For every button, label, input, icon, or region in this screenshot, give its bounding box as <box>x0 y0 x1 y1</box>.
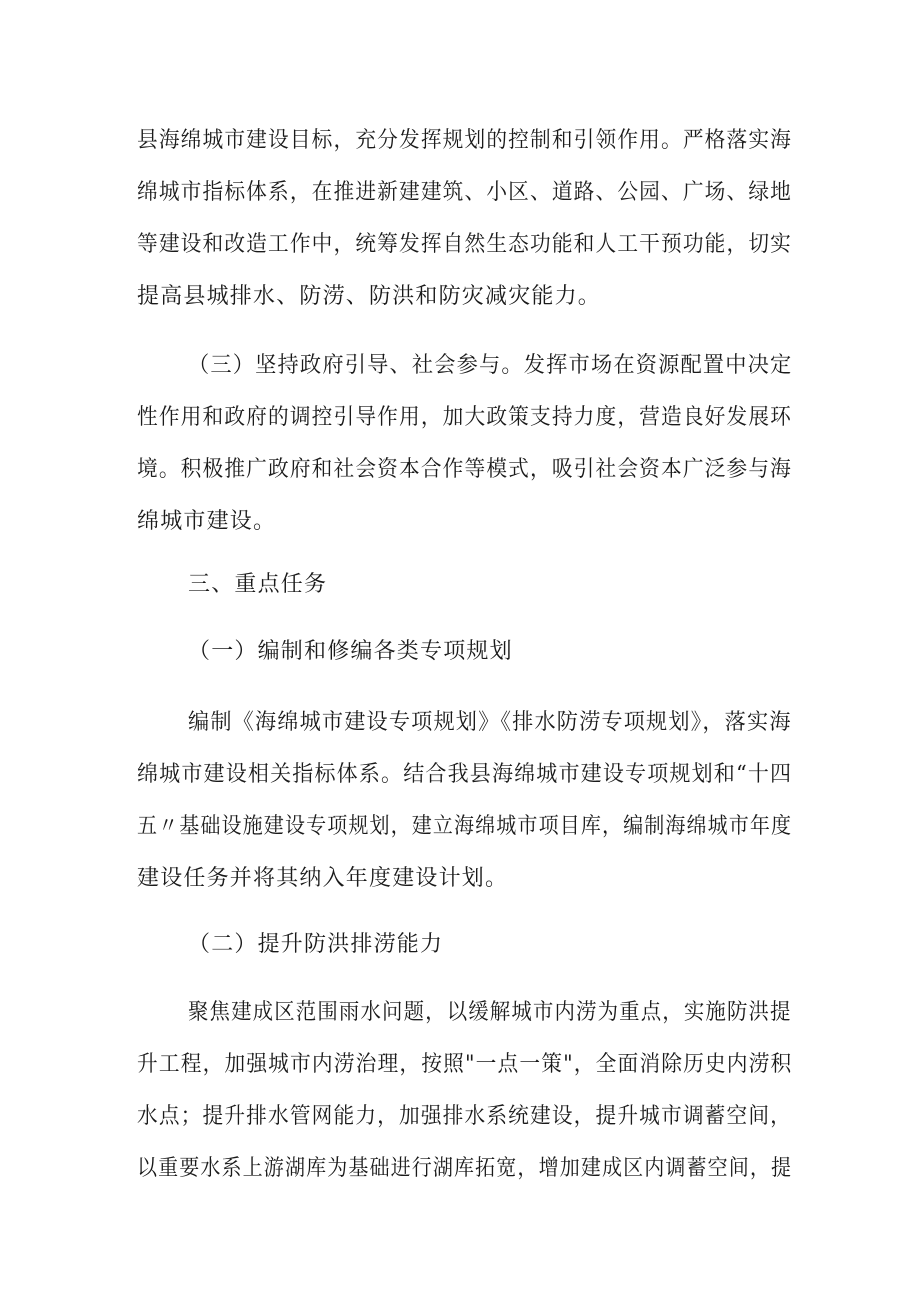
paragraph-3-line-4: 建设任务并将其纳入年度建设计划。 <box>137 866 509 891</box>
paragraph-4-line-4: 以重要水系上游湖库为基础进行湖库拓宽，增加建成区内调蓄空间，提 <box>137 1156 793 1181</box>
paragraph-3-line-3: 五〃基础设施建设专项规划，建立海绵城市项目库，编制海绵城市年度 <box>137 814 793 839</box>
subheading-1: （一）编制和修编各类专项规划 <box>188 639 513 664</box>
paragraph-2-line-1: （三）坚持政府引导、社会参与。发挥市场在资源配置中决定 <box>188 353 793 378</box>
paragraph-2-line-4: 绵城市建设。 <box>137 509 277 534</box>
paragraph-3-line-1: 编制《海绵城市建设专项规划》《排水防涝专项规划》，落实海 <box>188 710 792 735</box>
paragraph-2-line-2: 性作用和政府的调控引导作用，加大政策支持力度，营造良好发展环 <box>137 405 793 430</box>
section-heading: 三、重点任务 <box>188 572 328 597</box>
subheading-2: （二）提升防洪排涝能力 <box>188 932 444 957</box>
paragraph-4-line-2: 升工程，加强城市内涝治理，按照"一点一策"，全面消除历史内涝积 <box>137 1052 793 1077</box>
paragraph-2-line-3: 境。积极推广政府和社会资本合作等模式，吸引社会资本广泛参与海 <box>137 457 793 482</box>
paragraph-4-line-1: 聚焦建成区范围雨水问题，以缓解城市内涝为重点，实施防洪提 <box>188 1000 792 1025</box>
paragraph-4-line-3: 水点；提升排水管网能力，加强排水系统建设，提升城市调蓄空间， <box>137 1104 793 1129</box>
paragraph-3-line-2: 绵城市建设相关指标体系。结合我县海绵城市建设专项规划和“十四 <box>137 762 793 787</box>
paragraph-1-line-3: 等建设和改造工作中，统筹发挥自然生态功能和人工干预功能，切实 <box>137 232 793 257</box>
paragraph-1-line-4: 提高县城排水、防涝、防洪和防灾减灾能力。 <box>137 284 602 309</box>
paragraph-1-line-2: 绵城市指标体系，在推进新建建筑、小区、道路、公园、广场、绿地 <box>137 180 793 205</box>
paragraph-1-line-1: 县海绵城市建设目标，充分发挥规划的控制和引领作用。严格落实海 <box>137 128 793 153</box>
